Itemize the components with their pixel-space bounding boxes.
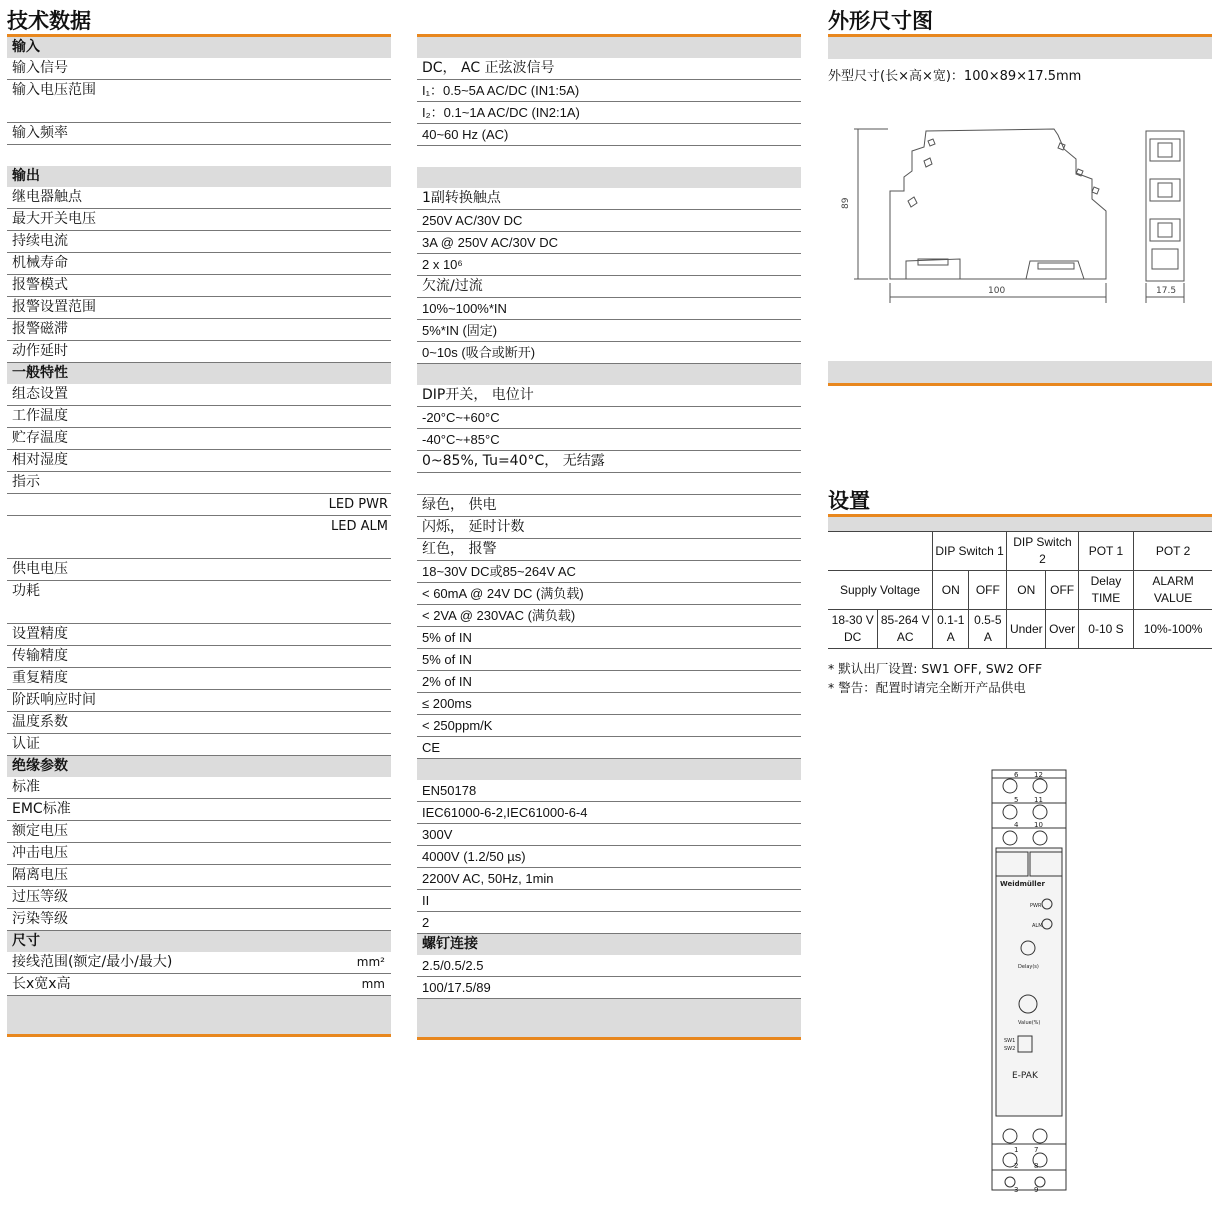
spec-label xyxy=(7,384,391,406)
section-header-label xyxy=(7,931,391,952)
section-header-label xyxy=(7,37,391,58)
spec-label xyxy=(7,865,391,887)
spec-value xyxy=(417,210,801,232)
spec-label: 绝缘参数 xyxy=(12,758,68,774)
spec-label xyxy=(7,668,391,690)
spec-unit: mm² xyxy=(356,955,385,969)
spec-value xyxy=(417,890,801,912)
spec-label: 最大开关电压 xyxy=(12,211,96,227)
spec-label: 持续电流 xyxy=(12,233,68,249)
range-2: 0.5-5 A xyxy=(969,610,1007,649)
spec-label xyxy=(7,799,391,821)
spec-label: 输入信号 xyxy=(12,60,68,76)
spec-label xyxy=(7,559,391,581)
spec-value xyxy=(417,517,801,539)
section-header-value xyxy=(417,759,801,780)
spec-label xyxy=(7,428,391,450)
spec-value: 0~10s (吸合或断开) xyxy=(422,345,536,360)
spec-label: 输入 xyxy=(12,39,40,55)
spec-label xyxy=(7,581,391,624)
terminal-12: 12 xyxy=(1034,771,1043,779)
dim-width-label: 17.5 xyxy=(1156,286,1177,296)
spec-value: 4000V (1.2/50 µs) xyxy=(422,849,526,864)
alm-led-label: ALM xyxy=(1032,923,1043,929)
alarm-range: 10%-100% xyxy=(1134,610,1212,649)
spec-label xyxy=(7,253,391,275)
spec-value xyxy=(417,671,801,693)
dip-switch-1-header: DIP Switch 1 xyxy=(933,532,1007,571)
spec-value xyxy=(417,429,801,451)
spec-label xyxy=(7,209,391,231)
spec-value xyxy=(417,58,801,80)
spec-value: I₂：0.1~1A AC/DC (IN2:1A) xyxy=(422,105,580,120)
spec-value xyxy=(417,473,801,495)
spec-label: 过压等级 xyxy=(12,889,68,905)
spec-value: 5%*IN (固定) xyxy=(422,323,498,338)
spec-value: DC， AC 正弦波信号 xyxy=(422,60,555,76)
terminal-1: 1 xyxy=(1014,1146,1019,1154)
spec-value xyxy=(417,407,801,429)
spec-value: 红色， 报警 xyxy=(422,541,497,557)
spec-label xyxy=(7,624,391,646)
spec-label xyxy=(7,406,391,428)
spec-value xyxy=(417,561,801,583)
spec-value: 18~30V DC或85~264V AC xyxy=(422,564,576,579)
spec-value: I₁：0.5~5A AC/DC (IN1:5A) xyxy=(422,83,580,98)
spec-value xyxy=(417,605,801,627)
spec-label xyxy=(7,821,391,843)
spec-value: 250V AC/30V DC xyxy=(422,213,523,228)
spec-label: LED PWR xyxy=(328,497,388,512)
section-header-label xyxy=(7,166,391,187)
section-header-value xyxy=(417,37,801,58)
spec-label xyxy=(7,494,391,516)
spec-value: DIP开关， 电位计 xyxy=(422,387,534,403)
delay-range: 0-10 S xyxy=(1078,610,1133,649)
spec-label: 贮存温度 xyxy=(12,430,68,446)
spec-value: 3A @ 250V AC/30V DC xyxy=(422,235,559,250)
dims-description: 外型尺寸(长×高×宽)：100×89×17.5mm xyxy=(828,69,1082,84)
supply-voltage-header: Supply Voltage xyxy=(828,571,933,610)
spec-unit: mm xyxy=(361,977,385,991)
tech-title: 技术数据 xyxy=(7,9,91,33)
spec-label xyxy=(7,690,391,712)
spec-label: 继电器触点 xyxy=(12,189,82,205)
spec-label: 认证 xyxy=(12,736,40,752)
spec-label: 报警设置范围 xyxy=(12,299,96,315)
spec-value: 2.5/0.5/2.5 xyxy=(422,958,484,973)
spec-label xyxy=(7,909,391,931)
terminal-10: 10 xyxy=(1034,821,1043,829)
spec-value xyxy=(417,802,801,824)
spec-value: 2 x 10⁶ xyxy=(422,257,463,272)
spec-value xyxy=(417,320,801,342)
right-footer-bar xyxy=(417,999,801,1040)
spec-label xyxy=(7,887,391,909)
spec-label: 额定电压 xyxy=(12,823,68,839)
spec-value xyxy=(417,102,801,124)
section-header-value xyxy=(417,934,801,955)
spec-value xyxy=(417,780,801,802)
dims-title: 外形尺寸图 xyxy=(828,9,933,33)
spec-value: 40~60 Hz (AC) xyxy=(422,127,509,142)
terminal-4: 4 xyxy=(1014,821,1019,829)
spacer xyxy=(7,145,391,166)
spec-label: 长x宽x高 xyxy=(12,976,71,992)
spec-label xyxy=(7,712,391,734)
spec-label: 组态设置 xyxy=(12,386,68,402)
dims-section xyxy=(828,8,1212,386)
spec-label: 隔离电压 xyxy=(12,867,68,883)
spec-value xyxy=(417,298,801,320)
spec-label xyxy=(7,472,391,494)
spec-value xyxy=(417,868,801,890)
spec-value xyxy=(417,846,801,868)
alarm-value: ALARM VALUE xyxy=(1134,571,1212,610)
sw2-on: ON xyxy=(1007,571,1046,610)
spec-value xyxy=(417,188,801,210)
section-header-label xyxy=(7,756,391,777)
spec-value: 1副转换触点 xyxy=(422,190,501,206)
spec-label: 污染等级 xyxy=(12,911,68,927)
spec-value: 2200V AC, 50Hz, 1min xyxy=(422,871,554,886)
terminal-9: 9 xyxy=(1034,1186,1039,1194)
spec-value xyxy=(417,254,801,276)
range-1: 0.1-1 A xyxy=(933,610,969,649)
spec-value xyxy=(417,737,801,759)
model-label: E-PAK xyxy=(1012,1071,1038,1081)
spec-value xyxy=(417,912,801,934)
sw1-on: ON xyxy=(933,571,969,610)
terminal-3: 3 xyxy=(1014,1186,1019,1194)
spec-label: 尺寸 xyxy=(12,933,40,949)
spec-label: 输入电压范围 xyxy=(12,82,96,98)
spec-value: -40°C~+85°C xyxy=(422,432,500,447)
spec-value xyxy=(417,977,801,999)
terminal-7: 7 xyxy=(1034,1146,1039,1154)
spec-value xyxy=(417,276,801,298)
spec-label: 重复精度 xyxy=(12,670,68,686)
spec-label: 报警模式 xyxy=(12,277,68,293)
pwr-led-label: PWR xyxy=(1030,903,1042,909)
spec-label: 相对湿度 xyxy=(12,452,68,468)
spec-label: LED ALM xyxy=(331,519,388,534)
spec-label xyxy=(7,952,391,974)
spec-value xyxy=(417,955,801,977)
spec-value: 0~85%, Tu=40°C， 无结露 xyxy=(422,453,605,469)
spec-value xyxy=(417,451,801,473)
spec-label: 阶跃响应时间 xyxy=(12,692,96,708)
voltage-dc: 18-30 V DC xyxy=(828,610,878,649)
warning-note: * 警告：配置时请完全断开产品供电 xyxy=(828,680,1026,695)
spec-value xyxy=(417,342,801,364)
spec-label xyxy=(7,341,391,363)
spec-label: 动作延时 xyxy=(12,343,68,359)
spec-value: IEC61000-6-2,IEC61000-6-4 xyxy=(422,805,588,820)
spec-label xyxy=(7,450,391,472)
voltage-ac: 85-264 V AC xyxy=(878,610,933,649)
spec-value: 100/17.5/89 xyxy=(422,980,491,995)
spec-label xyxy=(7,187,391,209)
sw2-label: SW2 xyxy=(1004,1046,1016,1052)
spec-label: 接线范围(额定/最小/最大) xyxy=(12,954,173,970)
spec-label: 标准 xyxy=(12,779,40,795)
spec-value: EN50178 xyxy=(422,783,477,798)
spec-value xyxy=(417,539,801,561)
spec-label: 一般特性 xyxy=(12,365,68,381)
spec-label xyxy=(7,516,391,559)
spec-label xyxy=(7,777,391,799)
spec-value: ≤ 200ms xyxy=(422,696,472,711)
value-knob-label: Value(%) xyxy=(1018,1020,1041,1026)
spec-value xyxy=(417,583,801,605)
spec-label xyxy=(7,297,391,319)
spec-value xyxy=(417,693,801,715)
terminal-8: 8 xyxy=(1034,1162,1039,1170)
spec-label xyxy=(7,843,391,865)
spec-value xyxy=(417,124,801,146)
dim-height-label: 89 xyxy=(841,197,851,209)
tech-values-column xyxy=(417,8,801,1040)
spec-value xyxy=(417,80,801,102)
spec-label: 输入频率 xyxy=(12,125,68,141)
spec-value xyxy=(417,385,801,407)
spec-value: 欠流/过流 xyxy=(422,278,483,294)
spec-label xyxy=(7,58,391,80)
pot1-header: POT 1 xyxy=(1078,532,1133,571)
spec-value xyxy=(417,649,801,671)
device-front-image xyxy=(988,768,1070,1194)
spec-label: 设置精度 xyxy=(12,626,68,642)
factory-default-note: * 默认出厂设置: SW1 OFF, SW2 OFF xyxy=(828,661,1043,676)
dip-switch-2-header: DIP Switch 2 xyxy=(1007,532,1079,571)
spec-value: CE xyxy=(422,740,441,755)
spec-value: < 250ppm/K xyxy=(422,718,493,733)
section-header-value xyxy=(417,167,801,188)
mode-under: Under xyxy=(1007,610,1046,649)
spec-value: 闪烁， 延时计数 xyxy=(422,519,525,535)
spec-label xyxy=(7,319,391,341)
spec-value xyxy=(417,824,801,846)
spec-value: 5% of IN xyxy=(422,630,472,645)
dim-length-label: 100 xyxy=(988,286,1006,296)
spec-value: < 2VA @ 230VAC (满负载) xyxy=(422,608,576,623)
spec-value: 2% of IN xyxy=(422,674,472,689)
spec-value: 绿色， 供电 xyxy=(422,497,497,513)
spec-label: EMC标准 xyxy=(12,801,71,817)
spec-label xyxy=(7,275,391,297)
spec-label: 指示 xyxy=(12,474,40,490)
section-header-label xyxy=(7,363,391,384)
spec-label: 冲击电压 xyxy=(12,845,68,861)
terminal-2: 2 xyxy=(1014,1162,1019,1170)
settings-title: 设置 xyxy=(828,489,870,513)
spec-label: 工作温度 xyxy=(12,408,68,424)
spec-value: II xyxy=(422,893,430,908)
spec-value: 2 xyxy=(422,915,430,930)
spec-label: 报警磁滞 xyxy=(12,321,68,337)
brand-logo: Weidmüller xyxy=(1000,880,1045,888)
section-header-value xyxy=(417,364,801,385)
sw1-label: SW1 xyxy=(1004,1038,1016,1044)
terminal-6: 6 xyxy=(1014,771,1019,779)
delay-knob-label: Delay(s) xyxy=(1018,964,1039,970)
spec-label xyxy=(7,231,391,253)
spec-value xyxy=(417,627,801,649)
spec-value: 10%~100%*IN xyxy=(422,301,507,316)
spec-value xyxy=(417,232,801,254)
spec-value: 5% of IN xyxy=(422,652,472,667)
spec-label xyxy=(7,974,391,996)
terminal-11: 11 xyxy=(1034,796,1043,804)
pot2-header: POT 2 xyxy=(1134,532,1212,571)
spec-value: 螺钉连接 xyxy=(422,936,478,952)
mode-over: Over xyxy=(1046,610,1078,649)
spec-label: 传输精度 xyxy=(12,648,68,664)
spec-label xyxy=(7,123,391,145)
spec-label: 功耗 xyxy=(12,583,40,599)
spec-label: 温度系数 xyxy=(12,714,68,730)
terminal-5: 5 xyxy=(1014,796,1019,804)
left-footer-bar xyxy=(7,996,391,1037)
delay-time: Delay TIME xyxy=(1078,571,1133,610)
spec-label: 供电电压 xyxy=(12,561,68,577)
settings-section xyxy=(828,488,1212,697)
spec-label xyxy=(7,734,391,756)
spacer xyxy=(417,146,801,167)
spec-value: 300V xyxy=(422,827,453,842)
spec-value: -20°C~+60°C xyxy=(422,410,500,425)
dimension-drawing xyxy=(828,91,1212,361)
spec-value xyxy=(417,715,801,737)
spec-label: 输出 xyxy=(12,168,40,184)
settings-table xyxy=(828,531,1212,649)
spec-label xyxy=(7,646,391,668)
spec-label xyxy=(7,80,391,123)
sw1-off: OFF xyxy=(969,571,1007,610)
spec-label: 机械寿命 xyxy=(12,255,68,271)
sw2-off: OFF xyxy=(1046,571,1078,610)
tech-labels-column xyxy=(7,8,391,1037)
spec-value xyxy=(417,495,801,517)
spec-value: < 60mA @ 24V DC (满负载) xyxy=(422,586,584,601)
